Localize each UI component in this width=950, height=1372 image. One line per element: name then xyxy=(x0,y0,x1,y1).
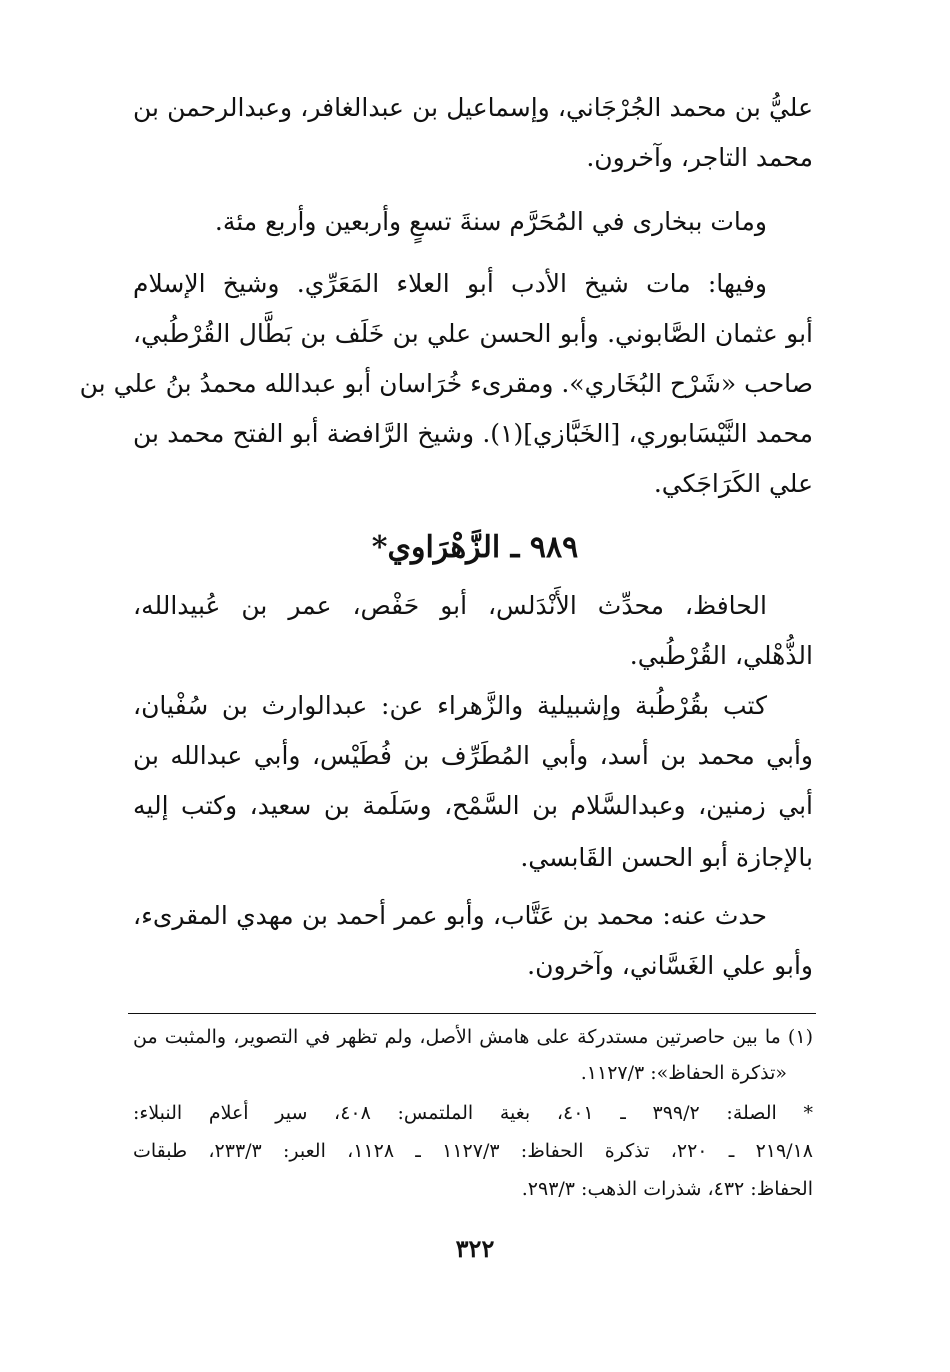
text-line: ومات ببخارى في المُحَرَّم سنةَ تسعٍ وأربعين وأربع مئة. xyxy=(214,207,767,236)
text-line: محمد النَّيْسَابوري، [الخَبَّازي](١). وشيخ الرَّافضة أبو الفتح محمد بن xyxy=(133,419,813,448)
text-line: حدث عنه: محمد بن عَتَّاب، وأبو عمر أحمد بن مهدي المقرىء، xyxy=(133,901,767,930)
footnote-line: (١) ما بين حاصرتين مستدركة على هامش الأصل، ولم تظهر في التصوير، والمثبت من xyxy=(133,1026,813,1048)
text-line: محمد التاجر، وآخرون. xyxy=(586,143,813,172)
text-line: علي الكَرَاجَكي. xyxy=(653,469,813,498)
text-line: وأبو علي الغَسَّاني، وآخرون. xyxy=(527,951,813,980)
footnote-divider xyxy=(128,1013,816,1014)
page-number: ٣٢٢ xyxy=(455,1234,495,1263)
footnote-line: «تذكرة الحفاظ»: ١١٢٧/٣. xyxy=(580,1062,787,1084)
text-line: وفيها: مات شيخ الأدب أبو العلاء المَعَرِّي. وشيخ الإسلام xyxy=(133,269,767,298)
text-line: أبي زمنين، وعبدالسَّلام بن السَّمْح، وسَلَمة بن سعيد، وكتب إليه xyxy=(133,791,813,820)
text-line: وأبي محمد بن أسد، وأبي المُطَرِّف بن فُطَيْس، وأبي عبدالله بن xyxy=(133,741,813,770)
text-line: بالإجازة أبو الحسن القَابسي. xyxy=(520,843,813,872)
text-line: الحافظ، محدِّث الأَنْدَلس، أبو حَفْص، عمر بن عُبيدالله، xyxy=(133,591,767,620)
footnote-line: * الصلة: ٣٩٩/٢ ـ ٤٠١، بغية الملتمس: ٤٠٨، سير أعلام النبلاء: xyxy=(133,1102,813,1124)
text-line: الذُّهْلي، القُرْطُبي. xyxy=(629,641,813,670)
footnote-line: ٢١٩/١٨ ـ ٢٢٠، تذكرة الحفاظ: ١١٢٧/٣ ـ ١١٢٨، العبر: ٢٣٣/٣، طبقات xyxy=(133,1140,813,1162)
text-line: صاحب «شَرْح البُخَاري». ومقرىء خُرَاسان أبو عبدالله محمدُ بنُ علي بن xyxy=(79,369,813,398)
entry-heading: ٩٨٩ ـ الزَّهْرَاوي* xyxy=(371,530,579,565)
text-line: كتب بقُرْطُبة وإشبيلية والزَّهراء عن: عبدالوارث بن سُفْيان، xyxy=(133,691,767,720)
text-line: أبو عثمان الصَّابوني. وأبو الحسن علي بن خَلَف بن بَطَّال القُرْطُبي، xyxy=(133,319,813,348)
footnote-line: الحفاظ: ٤٣٢، شذرات الذهب: ٢٩٣/٣. xyxy=(521,1178,813,1200)
text-line: عليُّ بن محمد الجُرْجَاني، وإسماعيل بن عبدالغافر، وعبدالرحمن بن xyxy=(133,93,813,122)
